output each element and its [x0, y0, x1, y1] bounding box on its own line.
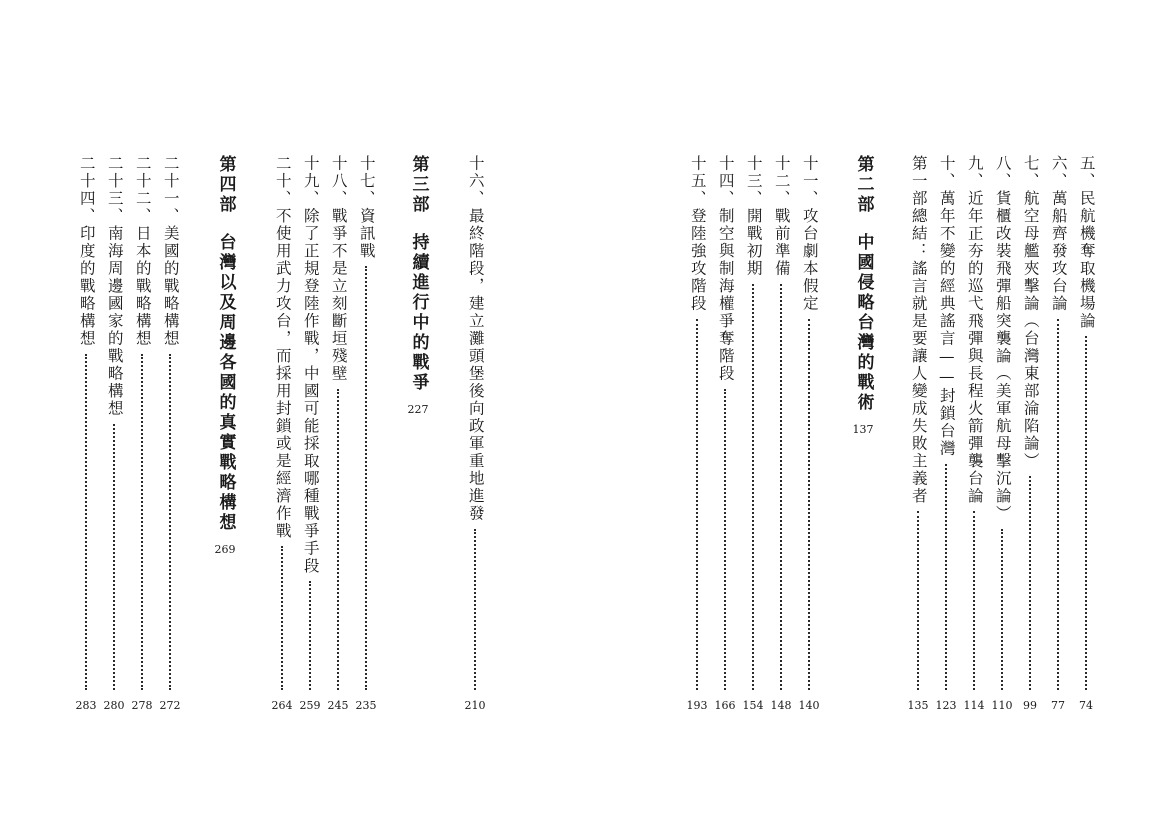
toc-entry-page: 148 — [770, 699, 792, 712]
toc-entry-page: 272 — [159, 699, 181, 712]
toc-entry — [1046, 155, 1070, 690]
toc-entry-page: 264 — [271, 699, 293, 712]
toc-entry — [354, 155, 378, 690]
toc-entry-page: 74 — [1079, 699, 1093, 712]
dot-leader — [85, 354, 87, 691]
toc-entry-title: 二十二、日本的戰略構想 — [133, 155, 152, 348]
toc-entry-title: 二十、不使用武力攻台，而採用封鎖或是經濟作戰 — [273, 155, 292, 540]
part-page: 269 — [214, 543, 236, 556]
toc-entry — [1018, 155, 1042, 690]
dot-leader — [1029, 476, 1031, 690]
toc-entry — [713, 155, 737, 690]
toc-entry-title: 十八、戰爭不是立刻斷垣殘壁 — [329, 155, 348, 383]
toc-entry — [797, 155, 821, 690]
toc-entry — [769, 155, 793, 690]
toc-entry — [102, 155, 126, 690]
toc-entry — [298, 155, 322, 690]
toc-entry — [934, 155, 958, 690]
dot-leader — [945, 464, 947, 691]
toc-entry — [130, 155, 154, 690]
dot-leader — [474, 529, 476, 691]
toc-entry-title: 九、近年正夯的巡弋飛彈與長程火箭彈襲台論 — [965, 155, 984, 505]
part-page: 227 — [407, 403, 429, 416]
toc-entry-title: 二十一、美國的戰略構想 — [161, 155, 180, 348]
toc-entry — [463, 155, 487, 690]
dot-leader — [281, 546, 283, 690]
toc-entry-page: 123 — [935, 699, 957, 712]
toc-entry-page: 140 — [798, 699, 820, 712]
toc-entry-title: 八、貨櫃改裝飛彈船突襲論（美軍航母擊沉論） — [993, 155, 1012, 523]
dot-leader — [309, 581, 311, 690]
toc-entry-page: 154 — [742, 699, 764, 712]
dot-leader — [1057, 319, 1059, 691]
dot-leader — [780, 284, 782, 691]
toc-entry-title: 十九、除了正規登陸作戰，中國可能採取哪種戰爭手段 — [301, 155, 320, 575]
part-title: 中國侵略台灣的戰術 — [853, 233, 874, 413]
toc-entry-page: 166 — [714, 699, 736, 712]
toc-entry-page: 210 — [464, 699, 486, 712]
toc-entry-title: 二十四、印度的戰略構想 — [77, 155, 96, 348]
toc-entry — [74, 155, 98, 690]
part-number: 第三部 — [408, 155, 429, 215]
toc-entry-page: 99 — [1023, 699, 1037, 712]
toc-entry-page: 193 — [686, 699, 708, 712]
toc-entry-title: 五、民航機奪取機場論 — [1077, 155, 1096, 330]
dot-leader — [365, 266, 367, 690]
part-heading — [212, 155, 238, 556]
toc-entry-page: 110 — [991, 699, 1013, 712]
toc-entry — [990, 155, 1014, 690]
toc-entry-title: 十六、最終階段，建立灘頭堡後向政軍重地進發 — [466, 155, 485, 523]
dot-leader — [1001, 529, 1003, 691]
toc-entry-page: 283 — [75, 699, 97, 712]
part-page: 137 — [852, 423, 874, 436]
toc-entry — [158, 155, 182, 690]
toc-entry-title: 十二、戰前準備 — [772, 155, 791, 278]
toc-entry-title: 二十三、南海周邊國家的戰略構想 — [105, 155, 124, 418]
dot-leader — [752, 284, 754, 691]
dot-leader — [973, 511, 975, 690]
toc-entry — [270, 155, 294, 690]
dot-leader — [724, 389, 726, 691]
toc-entry-title: 十三、開戰初期 — [744, 155, 763, 278]
toc-entry-title: 十一、攻台劇本假定 — [800, 155, 819, 313]
dot-leader — [1085, 336, 1087, 690]
part-heading — [850, 155, 876, 436]
dot-leader — [141, 354, 143, 691]
part-heading — [405, 155, 431, 416]
toc-entry — [326, 155, 350, 690]
toc-entry-page: 245 — [327, 699, 349, 712]
dot-leader — [808, 319, 810, 691]
part-title: 持續進行中的戰爭 — [408, 233, 429, 393]
dot-leader — [696, 319, 698, 691]
toc-entry-title: 十、萬年不變的經典謠言——封鎖台灣 — [937, 155, 956, 458]
toc-entry — [962, 155, 986, 690]
toc-entry-page: 77 — [1051, 699, 1065, 712]
toc-entry-page: 280 — [103, 699, 125, 712]
toc-entry-title: 十五、登陸強攻階段 — [688, 155, 707, 313]
part-number: 第二部 — [853, 155, 874, 215]
toc-entry-title: 十七、資訊戰 — [357, 155, 376, 260]
toc-entry-page: 259 — [299, 699, 321, 712]
toc-entry-title: 十四、制空與制海權爭奪階段 — [716, 155, 735, 383]
toc-entry-page: 235 — [355, 699, 377, 712]
toc-entry — [1074, 155, 1098, 690]
toc-entry — [685, 155, 709, 690]
dot-leader — [169, 354, 171, 691]
dot-leader — [917, 511, 919, 690]
toc-entry-title: 第一部總結：謠言就是要讓人變成失敗主義者 — [909, 155, 928, 505]
toc-entry-page: 135 — [907, 699, 929, 712]
part-title: 台灣以及周邊各國的真實戰略構想 — [215, 233, 236, 533]
dot-leader — [113, 424, 115, 691]
toc-entry — [741, 155, 765, 690]
dot-leader — [337, 389, 339, 691]
toc-entry-page: 278 — [131, 699, 153, 712]
toc-entry-page: 114 — [963, 699, 985, 712]
toc-entry-title: 六、萬船齊發攻台論 — [1049, 155, 1068, 313]
toc-entry-title: 七、航空母艦夾擊論（台灣東部淪陷論） — [1021, 155, 1040, 470]
toc-entry — [906, 155, 930, 690]
part-number: 第四部 — [215, 155, 236, 215]
